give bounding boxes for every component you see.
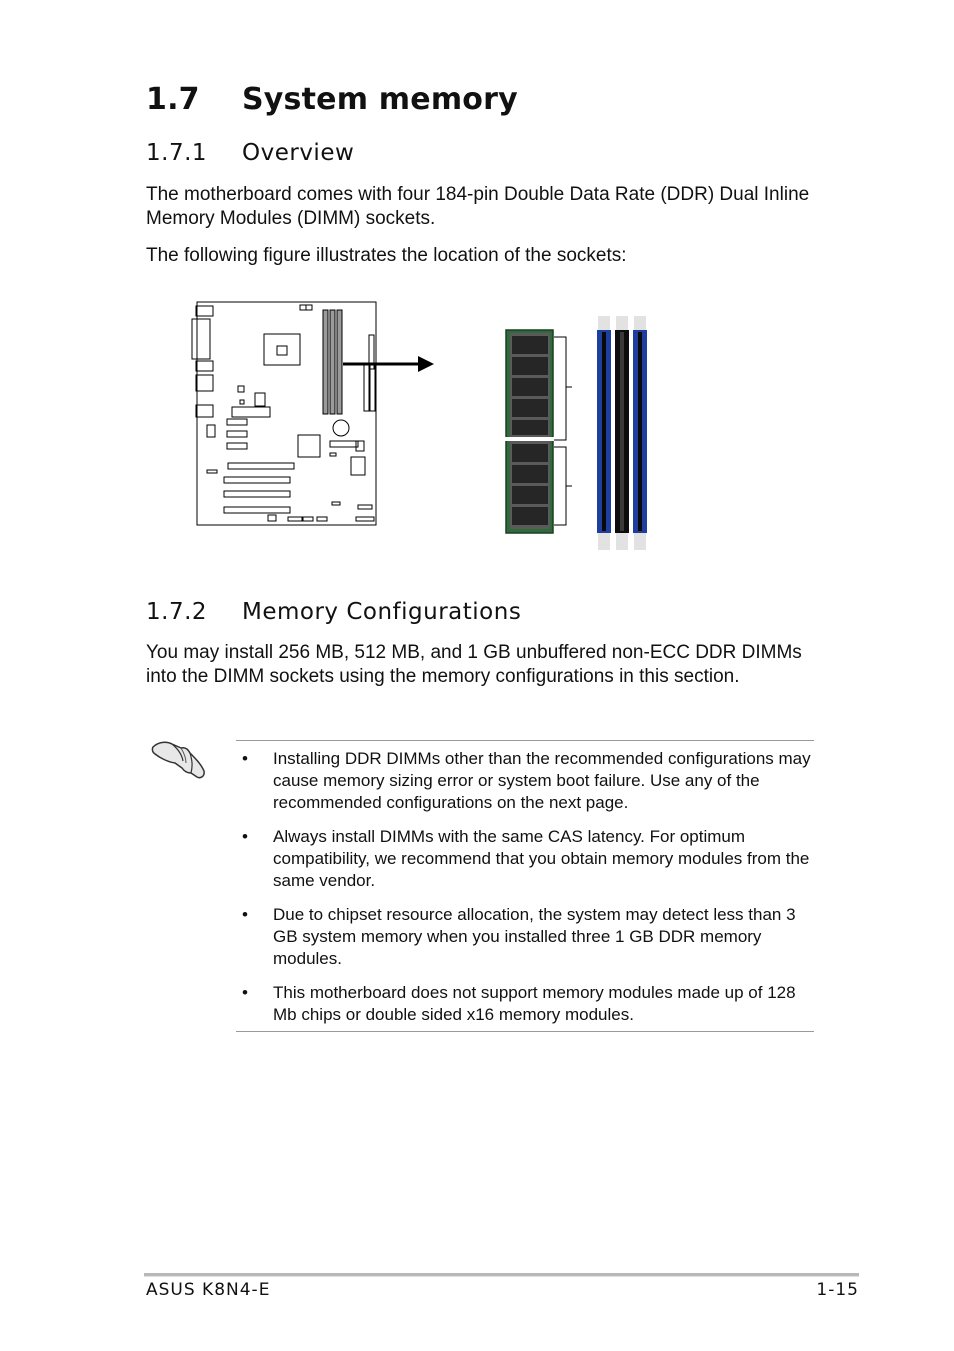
memory-config-paragraph: You may install 256 MB, 512 MB, and 1 GB unbuffered non-ECC DDR DIMMs into the DIMM sockets using the memory configurations in this section.: [146, 642, 802, 687]
note-item: [236, 748, 814, 814]
dimm-sockets-illustration: [597, 316, 647, 550]
ddr-dimm-module-illustration: [502, 330, 572, 533]
note-text: Installing DDR DIMMs other than the recommended configurations may cause memory sizing error or system boot failure. Use any of the recommended configurations on the next page.: [273, 749, 811, 812]
overview-paragraph-2: The following figure illustrates the location of the sockets:: [146, 245, 627, 266]
bullet-icon: •: [242, 983, 248, 1002]
memory-config-number: 1.7.2: [146, 599, 208, 625]
overview-title: Overview: [242, 140, 355, 166]
note-text: Due to chipset resource allocation, the system may detect less than 3 GB system memory when you installed three 1 GB DDR memory modules.: [273, 905, 796, 968]
pointing-hand-icon: [150, 733, 208, 781]
note-text: This motherboard does not support memory modules made up of 128 Mb chips or double sided x16 memory modules.: [273, 983, 796, 1024]
note-bottom-rule: [236, 1031, 814, 1032]
section-number: 1.7: [146, 82, 200, 117]
motherboard-layout-diagram: [192, 302, 376, 525]
footer-rule: [144, 1273, 859, 1277]
overview-paragraph-1: The motherboard comes with four 184-pin Double Data Rate (DDR) Dual Inline Memory Modules (DIMM) sockets.: [146, 184, 810, 229]
note-item: [236, 982, 814, 1026]
footer-page-number: 1-15: [816, 1280, 859, 1300]
note-list: [236, 748, 814, 1038]
note-top-rule: [236, 740, 814, 741]
arrow-indicator: [343, 356, 434, 372]
bullet-icon: •: [242, 905, 248, 924]
overview-heading: [146, 140, 354, 166]
memory-config-title: Memory Configurations: [242, 599, 522, 625]
section-title: [146, 82, 518, 117]
bullet-icon: •: [242, 749, 248, 768]
section-title-text: System memory: [242, 82, 518, 117]
footer-product: ASUS K8N4-E: [146, 1280, 271, 1300]
note-text: Always install DIMMs with the same CAS latency. For optimum compatibility, we recommend that you obtain memory modules from the same vendor.: [273, 827, 810, 890]
overview-number: 1.7.1: [146, 140, 208, 166]
note-item: [236, 826, 814, 892]
memory-config-heading: [146, 599, 521, 625]
bullet-icon: •: [242, 827, 248, 846]
note-item: [236, 904, 814, 970]
dimm-location-figure: [180, 295, 670, 557]
